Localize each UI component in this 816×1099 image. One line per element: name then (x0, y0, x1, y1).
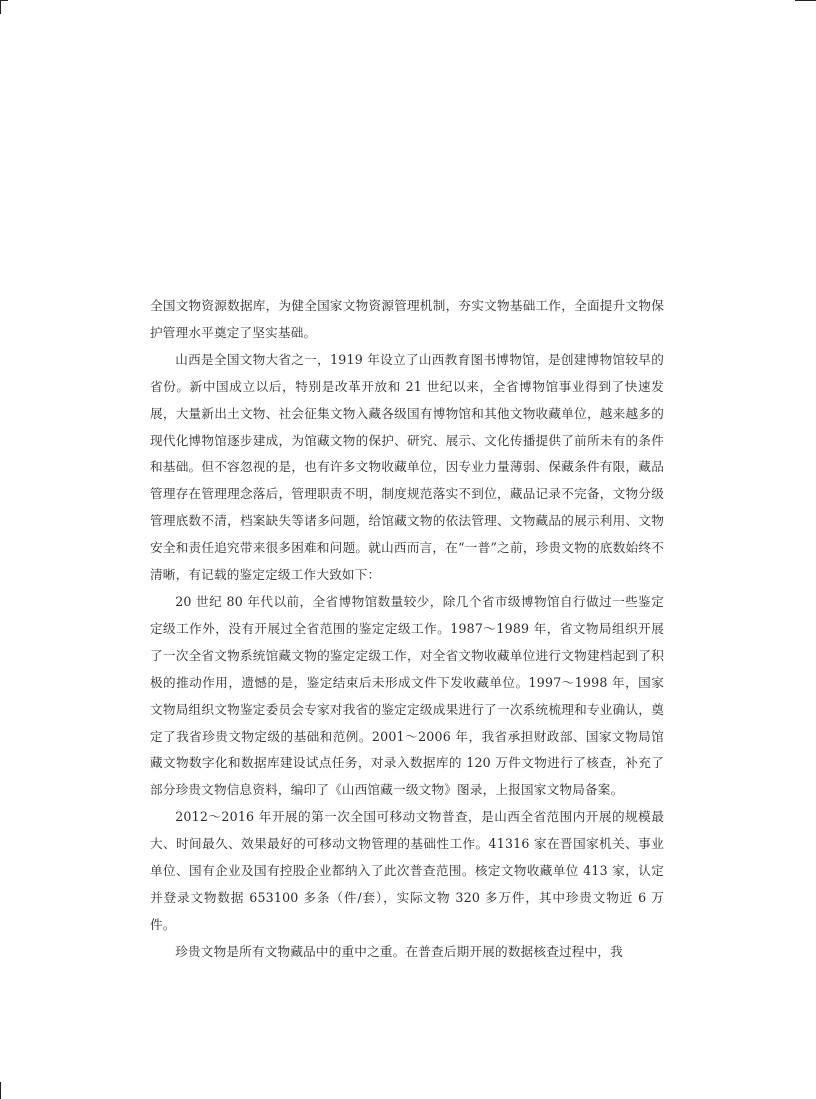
crop-mark-top-left-h (0, 0, 8, 1)
paragraph-3: 20 世纪 80 年代以前，全省博物馆数量较少，除几个省市级博物馆自行做过一些鉴定定级工作外，没有开展过全省范围的鉴定定级工作。1987～1989 年，省文物局组织开展了一次全省文物系统馆藏文物的鉴定定级工作，对全省文物收藏单位进行文物建档起到了积极的推动作用，遗憾的是，鉴定结束后未形成文件下发收藏单位。1997～1998 年，国家文物局组织文物鉴定委员会专家对我省的鉴定定级成果进行了一次系统梳理和专业确认，奠定了我省珍贵文物定级的基础和范例。2001～2006 年，我省承担财政部、国家文物局馆藏文物数字化和数据库建设试点任务，对录入数据库的 120 万件文物进行了核查，补充了部分珍贵文物信息资料，编印了《山西馆藏一级文物》图录，上报国家文物局备案。 (150, 593, 664, 798)
paragraph-4: 2012～2016 年开展的第一次全国可移动文物普查，是山西全省范围内开展的规模最大、时间最久、效果最好的可移动文物管理的基础性工作。41316 家在晋国家机关、事业单位、国有企业及国有控股企业都纳入了此次普查范围。核定文物收藏单位 413 家，认定并登录文物数据 653100 多条（件/套），实际文物 320 多万件，其中珍贵文物近 6 万件。 (150, 809, 664, 932)
crop-mark-bottom-left (0, 1082, 1, 1099)
paragraph-2: 山西是全国文物大省之一，1919 年设立了山西教育图书博物馆，是创建博物馆较早的省份。新中国成立以后，特别是改革开放和 21 世纪以来，全省博物馆事业得到了快速发展，大量新出土文物、社会征集文物入藏各级国有博物馆和其他文物收藏单位，越来越多的现代化博物馆逐步建成，为馆藏文物的保护、研究、展示、文化传播提供了前所未有的条件和基础。但不容忽视的是，也有许多文物收藏单位，因专业力量薄弱、保藏条件有限，藏品管理存在管理理念落后，管理职责不明，制度规范落实不到位，藏品记录不完备，文物分级管理底数不清，档案缺失等诸多问题，给馆藏文物的依法管理、文物藏品的展示利用、文物安全和责任追究带来很多困难和问题。就山西而言，在“一普”之前，珍贵文物的底数始终不清晰，有记载的鉴定定级工作大致如下： (150, 351, 664, 583)
crop-mark-top-right (795, 0, 816, 1)
body-text (150, 293, 664, 966)
paragraph-5: 珍贵文物是所有文物藏品中的重中之重。在普查后期开展的数据核查过程中，我 (175, 943, 623, 959)
paragraph-1: 全国文物资源数据库，为健全国家文物资源管理机制，夯实文物基础工作，全面提升文物保护管理水平奠定了坚实基础。 (150, 298, 664, 340)
crop-mark-top-left (0, 0, 1, 14)
